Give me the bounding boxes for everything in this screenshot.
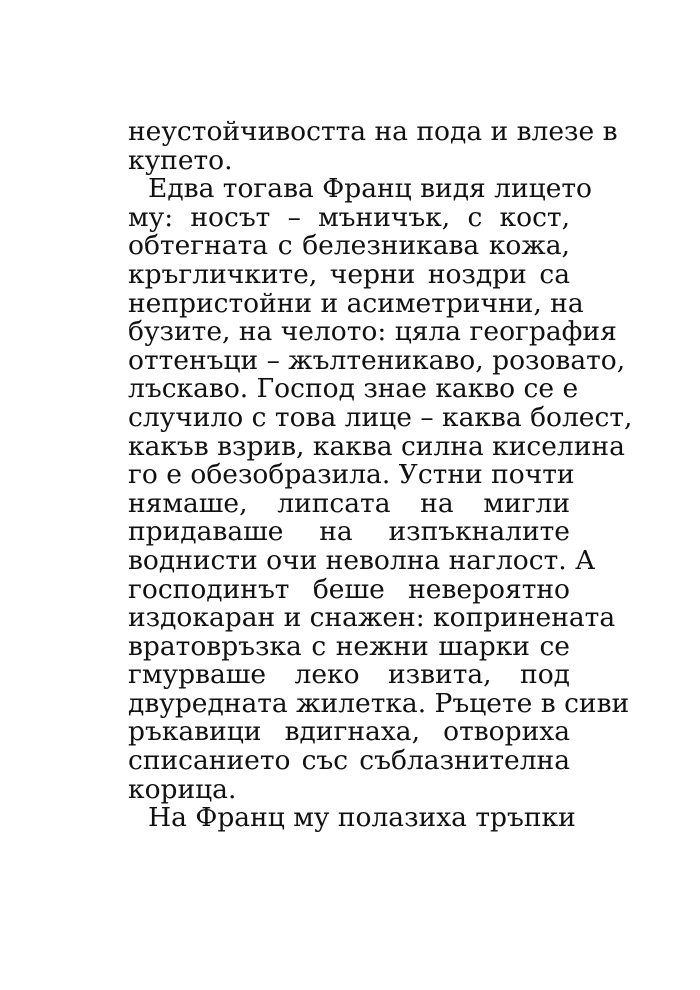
text-line: купето. bbox=[128, 144, 233, 176]
text-line: кръгличките, черни ноздри са bbox=[128, 258, 570, 290]
text-line: бузите, на челото: цяла география bbox=[128, 316, 617, 348]
text-line: списанието със съблазнителна bbox=[128, 745, 570, 777]
text-line: придаваше на изпъкналите bbox=[128, 516, 570, 548]
page-text bbox=[128, 116, 633, 834]
text-line: издокаран и снажен: копринената bbox=[128, 602, 616, 634]
text-line: какъв взрив, каква силна киселина bbox=[128, 430, 625, 462]
text-line: вратовръзка с нежни шарки се bbox=[128, 630, 570, 662]
text-line: лъскаво. Господ знае какво се е bbox=[128, 373, 579, 405]
text-line: гмурваше леко извита, под bbox=[128, 659, 570, 691]
text-line: му: носът – мъничък, с кост, bbox=[128, 201, 570, 233]
text-line: Едва тогава Франц видя лицето bbox=[148, 173, 593, 205]
text-line: случило с това лице – каква болест, bbox=[128, 401, 633, 433]
text-line: непристойни и асиметрични, на bbox=[128, 287, 584, 319]
text-line: го е обезобразила. Устни почти bbox=[128, 459, 575, 491]
text-line: господинът беше невероятно bbox=[128, 573, 570, 605]
text-line: двуредната жилетка. Ръцете в сиви bbox=[128, 687, 630, 719]
text-line: ръкавици вдигнаха, отвориха bbox=[128, 716, 570, 748]
text-line: На Франц му полазиха тръпки bbox=[148, 802, 576, 834]
text-line: корица. bbox=[128, 773, 237, 805]
text-line: неустойчивостта на пода и влезе в bbox=[128, 116, 618, 147]
text-line: воднисти очи неволна наглост. А bbox=[128, 544, 596, 576]
text-line: оттенъци – жълтеникаво, розовато, bbox=[128, 344, 626, 376]
text-line: обтегната с белезникава кожа, bbox=[128, 230, 570, 262]
text-line: нямаше, липсата на мигли bbox=[128, 487, 570, 519]
